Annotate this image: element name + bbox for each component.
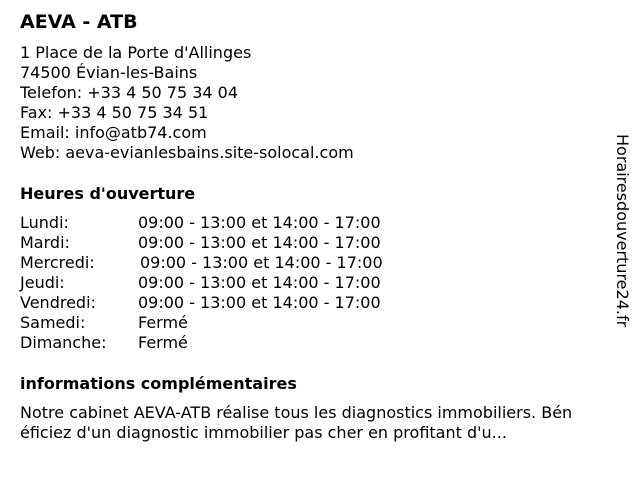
day-label: Jeudi: xyxy=(20,273,65,292)
day-hours: 09:00 - 13:00 et 14:00 - 17:00 xyxy=(138,273,381,292)
description-line-1: Notre cabinet AEVA-ATB réalise tous les diagnostics immobiliers. Bén xyxy=(20,403,573,422)
site-watermark: Horairesdouverture24.fr xyxy=(613,134,632,328)
day-label: Lundi: xyxy=(20,213,69,232)
day-label: Samedi: xyxy=(20,313,86,332)
email: Email: info@atb74.com xyxy=(20,123,207,142)
contact-block xyxy=(20,43,354,163)
day-hours: Fermé xyxy=(138,313,188,332)
description-line-2: éficiez d'un diagnostic immobilier pas cher en profitant d'u... xyxy=(20,423,507,442)
fax: Fax: +33 4 50 75 34 51 xyxy=(20,103,209,122)
day-hours: 09:00 - 13:00 et 14:00 - 17:00 xyxy=(138,213,381,232)
day-hours: 09:00 - 13:00 et 14:00 - 17:00 xyxy=(140,253,383,272)
phone: Telefon: +33 4 50 75 34 04 xyxy=(20,83,239,102)
hours-heading: Heures d'ouverture xyxy=(20,184,196,203)
day-hours: 09:00 - 13:00 et 14:00 - 17:00 xyxy=(138,233,381,252)
business-name: AEVA - ATB xyxy=(20,11,138,33)
day-label: Mercredi: xyxy=(20,253,95,272)
info-heading: informations complémentaires xyxy=(20,374,297,393)
day-hours: 09:00 - 13:00 et 14:00 - 17:00 xyxy=(138,293,381,312)
day-hours: Fermé xyxy=(138,333,188,352)
day-label: Vendredi: xyxy=(20,293,96,312)
address-line-2: 74500 Évian-les-Bains xyxy=(20,63,198,82)
address-line-1: 1 Place de la Porte d'Allinges xyxy=(20,43,252,62)
description xyxy=(20,403,620,443)
website: Web: aeva-evianlesbains.site-solocal.com xyxy=(20,143,354,162)
day-label: Mardi: xyxy=(20,233,70,252)
day-label: Dimanche: xyxy=(20,333,107,352)
